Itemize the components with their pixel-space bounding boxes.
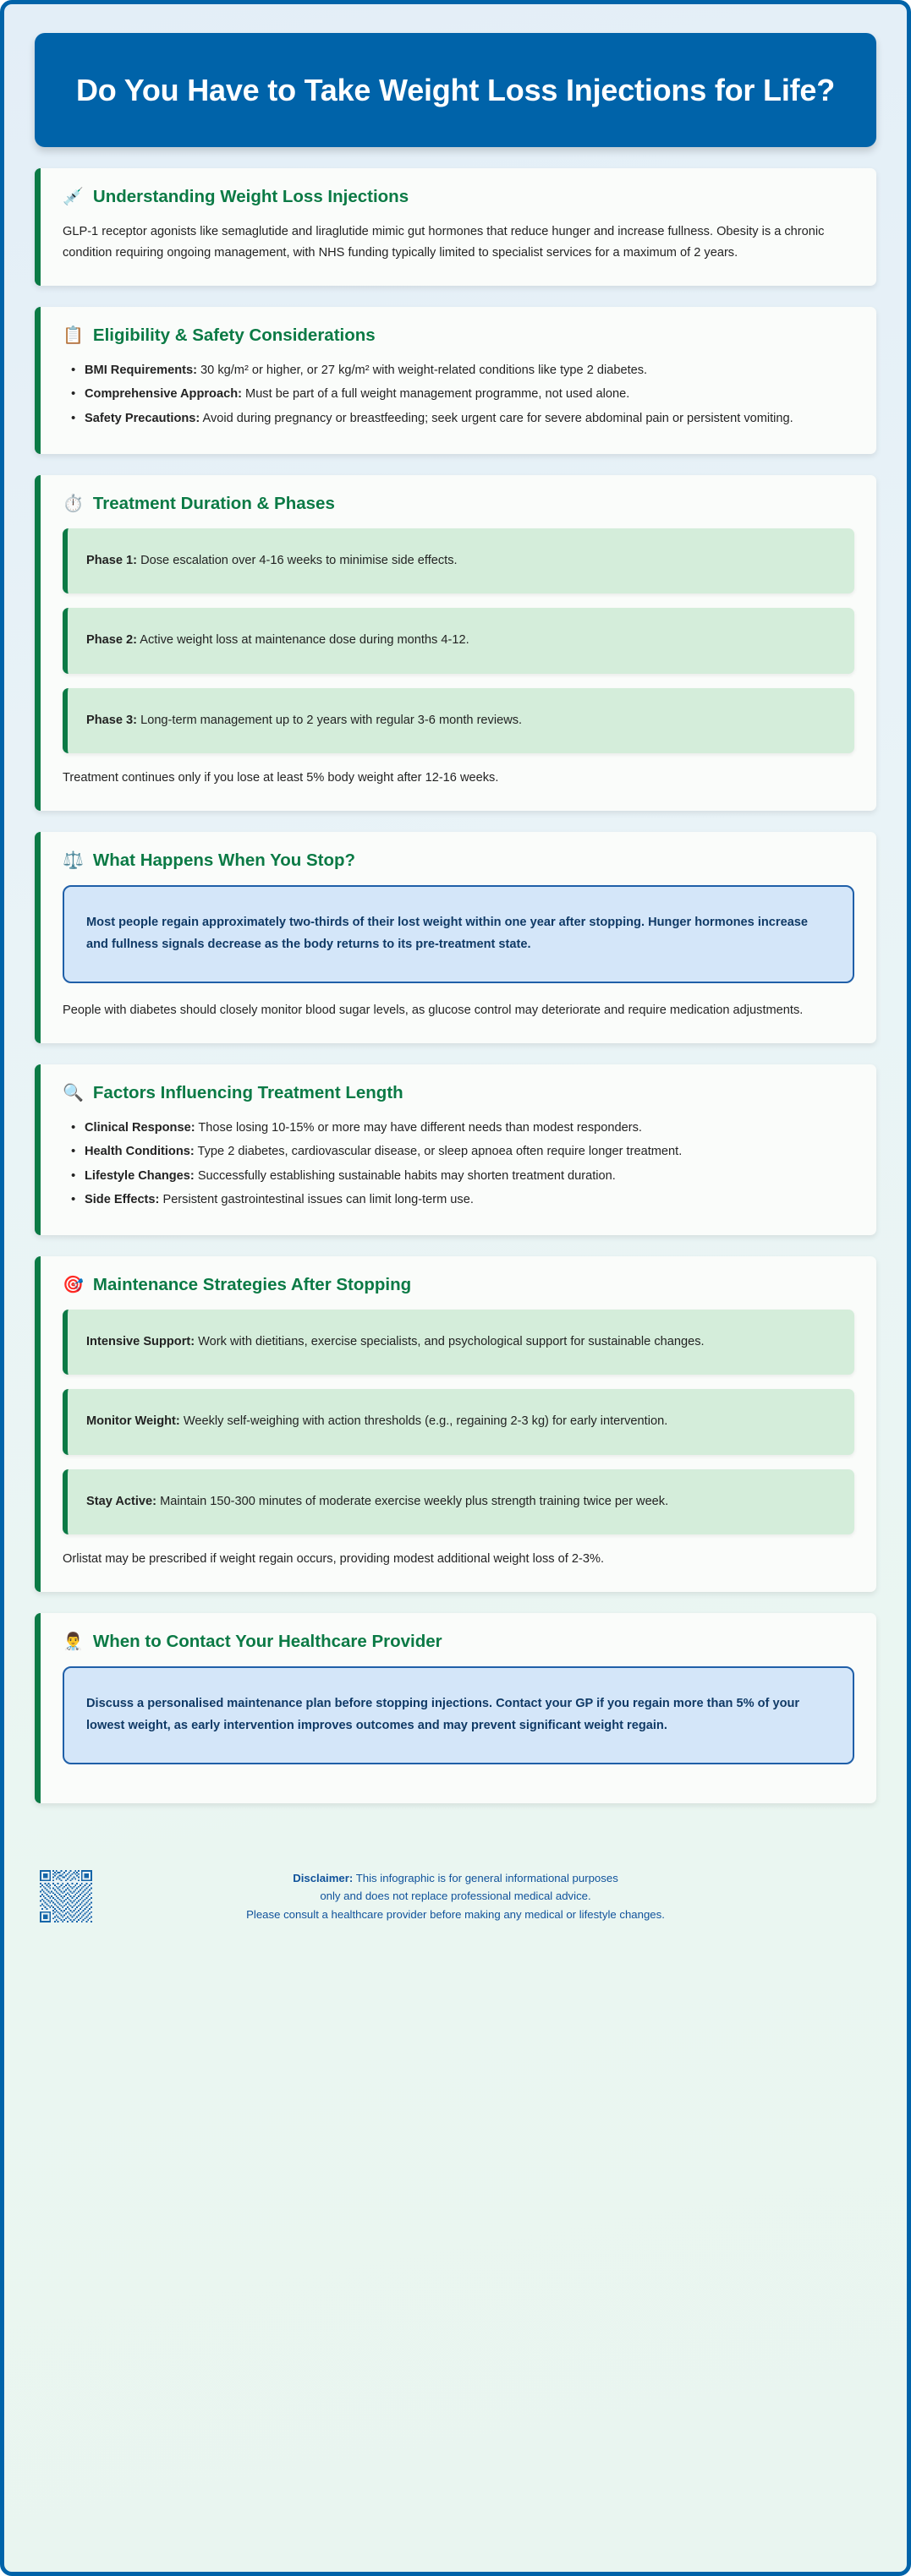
bullet-label: Safety Precautions: bbox=[85, 411, 200, 425]
highlight-callout bbox=[63, 885, 854, 983]
section-what-happens-when-you-stop bbox=[35, 832, 876, 1043]
phase-box bbox=[63, 608, 854, 674]
section-note: Treatment continues only if you lose at least 5% body weight after 12-16 weeks. bbox=[63, 771, 499, 785]
bullet-label: Lifestyle Changes: bbox=[85, 1168, 195, 1183]
disclaimer-line-1 bbox=[92, 1869, 819, 1888]
bullet-text: Persistent gastrointestinal issues can limit long-term use. bbox=[159, 1192, 474, 1206]
list-item bbox=[66, 360, 854, 381]
strategy-content bbox=[86, 1491, 836, 1513]
section-header bbox=[63, 325, 854, 346]
list-item bbox=[66, 384, 854, 405]
syringe-icon: 💉 bbox=[63, 188, 84, 207]
qr-code-icon[interactable] bbox=[40, 1849, 92, 1944]
strategy-label: Stay Active: bbox=[86, 1494, 157, 1508]
stopwatch-icon: ⏱️ bbox=[63, 494, 84, 513]
title-banner bbox=[35, 33, 876, 147]
section-note: Orlistat may be prescribed if weight regain occurs, providing modest additional weight loss of 2-3%. bbox=[63, 1552, 605, 1567]
strategy-text: Weekly self-weighing with action thresholds (e.g., regaining 2-3 kg) for early intervention. bbox=[179, 1414, 668, 1429]
section-header bbox=[63, 494, 854, 514]
balance-scale-icon: ⚖️ bbox=[63, 851, 84, 871]
list-item bbox=[66, 408, 854, 429]
disclaimer-text-1: This infographic is for general informational purposes bbox=[353, 1871, 618, 1884]
phase-box bbox=[63, 688, 854, 754]
list-item bbox=[66, 1141, 854, 1162]
bullet-text: Type 2 diabetes, cardiovascular disease, or sleep apnoea often require longer treatment. bbox=[194, 1145, 683, 1159]
section-contact-provider bbox=[35, 1613, 876, 1803]
strategy-content bbox=[86, 1332, 836, 1354]
disclaimer bbox=[92, 1869, 871, 1924]
bullet-text: 30 kg/m² or higher, or 27 kg/m² with weight-related conditions like type 2 diabetes. bbox=[196, 364, 648, 378]
list-item bbox=[66, 1166, 854, 1187]
bullet-text: Must be part of a full weight management programme, not used alone. bbox=[241, 387, 630, 402]
disclaimer-line-2: only and does not replace professional medical advice. bbox=[320, 1890, 591, 1903]
strategy-content bbox=[86, 1411, 836, 1433]
section-factors bbox=[35, 1064, 876, 1234]
section-paragraph: GLP-1 receptor agonists like semaglutide and liraglutide mimic gut hormones that reduce hunger and increase fullness. Obesity is a chronic condition requiring ongoing management, with NHS funding typically limited to specialist services for a maximum of 2 years. bbox=[63, 225, 825, 260]
phase-label: Phase 2: bbox=[86, 633, 138, 648]
bullet-text: Successfully establishing sustainable habits may shorten treatment duration. bbox=[194, 1168, 616, 1183]
clipboard-icon: 📋 bbox=[63, 326, 84, 346]
section-understanding bbox=[35, 168, 876, 286]
factors-bullet-list bbox=[63, 1118, 854, 1210]
section-title: Maintenance Strategies After Stopping bbox=[92, 1274, 412, 1294]
section-eligibility bbox=[35, 307, 876, 453]
bullet-text: Avoid during pregnancy or breastfeeding; seek urgent care for severe abdominal pain or persistent vomiting. bbox=[200, 411, 793, 425]
footer bbox=[35, 1827, 876, 1969]
bullet-label: Comprehensive Approach: bbox=[85, 387, 242, 402]
magnifying-glass-icon: 🔍 bbox=[63, 1084, 84, 1103]
strategy-text: Maintain 150-300 minutes of moderate exercise weekly plus strength training twice per week. bbox=[156, 1494, 669, 1508]
bullet-label: BMI Requirements: bbox=[85, 364, 197, 378]
disclaimer-line-3: Please consult a healthcare provider before making any medical or lifestyle changes. bbox=[246, 1908, 665, 1922]
section-header bbox=[63, 1275, 854, 1295]
phase-text: Active weight loss at maintenance dose during months 4-12. bbox=[137, 633, 469, 648]
bullet-text: Those losing 10-15% or more may have different needs than modest responders. bbox=[195, 1121, 642, 1135]
section-note: People with diabetes should closely monitor blood sugar levels, as glucose control may deteriorate and require medication adjustments. bbox=[63, 1004, 804, 1018]
page-title: Do You Have to Take Weight Loss Injections for Life? bbox=[75, 73, 836, 107]
eligibility-bullet-list bbox=[63, 360, 854, 429]
section-title: Treatment Duration & Phases bbox=[92, 493, 335, 513]
phase-label: Phase 1: bbox=[86, 553, 138, 567]
list-item bbox=[66, 1118, 854, 1139]
phase-content bbox=[86, 710, 836, 732]
section-title: When to Contact Your Healthcare Provider bbox=[92, 1632, 442, 1652]
section-maintenance-strategies bbox=[35, 1256, 876, 1593]
section-title: What Happens When You Stop? bbox=[92, 850, 356, 871]
section-header bbox=[63, 1083, 854, 1103]
callout-text: Discuss a personalised maintenance plan before stopping injections. Contact your GP if you regain more than 5% of your lowest weight, as early intervention improves outcomes and may prevent significant weight regain. bbox=[86, 1697, 800, 1733]
phase-text: Long-term management up to 2 years with regular 3-6 month reviews. bbox=[137, 713, 523, 727]
section-header bbox=[63, 850, 854, 871]
strategy-box bbox=[63, 1389, 854, 1455]
target-dart-icon: 🎯 bbox=[63, 1275, 84, 1294]
phase-box bbox=[63, 528, 854, 594]
section-treatment-duration bbox=[35, 475, 876, 812]
disclaimer-label: Disclaimer: bbox=[293, 1871, 354, 1884]
doctor-icon: 👨‍⚕️ bbox=[63, 1633, 84, 1652]
section-header bbox=[63, 187, 854, 207]
section-title: Factors Influencing Treatment Length bbox=[92, 1083, 403, 1103]
strategy-box bbox=[63, 1310, 854, 1376]
bullet-label: Side Effects: bbox=[85, 1192, 160, 1206]
phase-content bbox=[86, 550, 836, 572]
callout-text: Most people regain approximately two-thirds of their lost weight within one year after stopping. Hunger hormones increase and fullness signals decrease as the body returns to its pre-treatment state. bbox=[86, 916, 809, 952]
strategy-label: Intensive Support: bbox=[86, 1334, 195, 1348]
highlight-callout bbox=[63, 1666, 854, 1764]
bullet-label: Health Conditions: bbox=[85, 1145, 195, 1159]
phase-content bbox=[86, 630, 836, 652]
phase-text: Dose escalation over 4-16 weeks to minimise side effects. bbox=[137, 553, 458, 567]
bullet-label: Clinical Response: bbox=[85, 1121, 195, 1135]
strategy-label: Monitor Weight: bbox=[86, 1414, 180, 1429]
section-title: Eligibility & Safety Considerations bbox=[92, 325, 376, 346]
phase-label: Phase 3: bbox=[86, 713, 138, 727]
list-item bbox=[66, 1190, 854, 1211]
strategy-box bbox=[63, 1469, 854, 1535]
section-title: Understanding Weight Loss Injections bbox=[92, 187, 409, 207]
section-header bbox=[63, 1632, 854, 1652]
strategy-text: Work with dietitians, exercise specialists, and psychological support for sustainable changes. bbox=[195, 1334, 705, 1348]
